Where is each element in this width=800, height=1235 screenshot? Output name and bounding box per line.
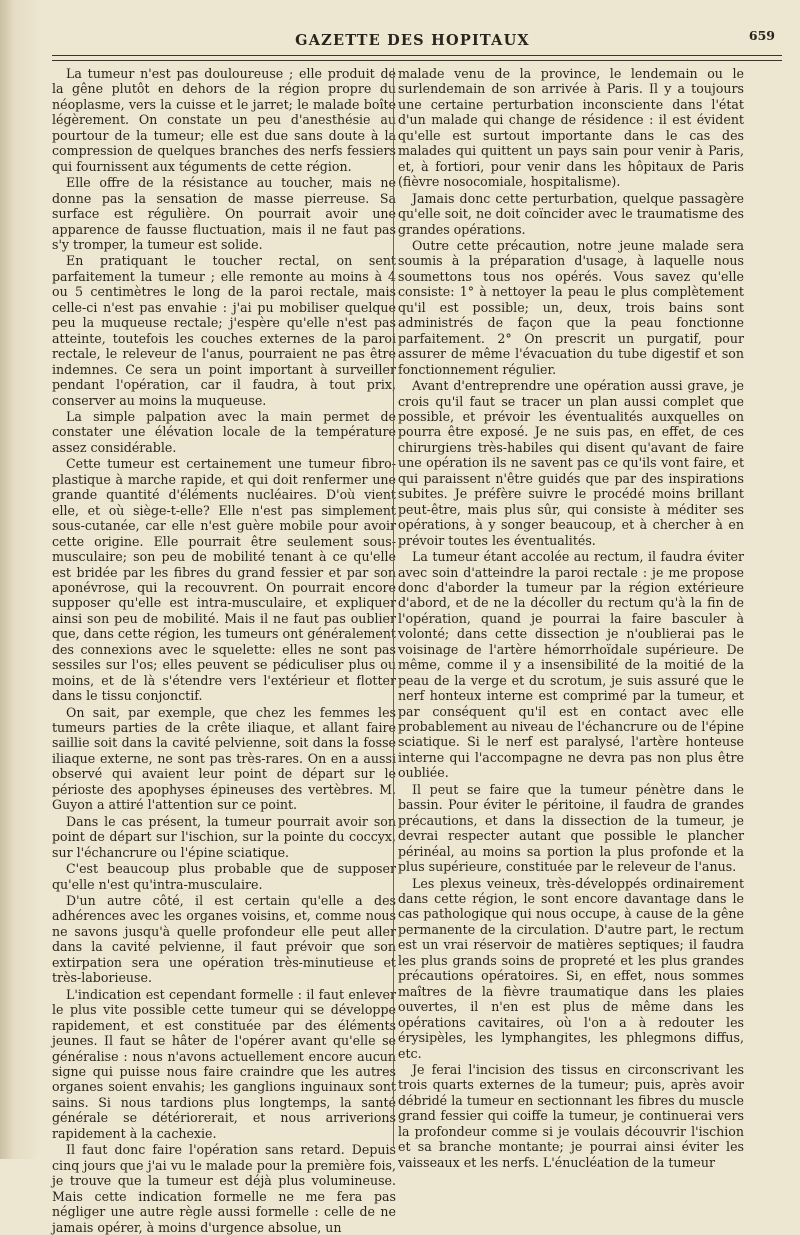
paragraph: La tumeur n'est pas douloureuse ; elle produit de la gêne plutôt en dehors de la région propre du néoplasme, vers la cuisse et le jarret; le malade boîte légèrement. On constate un peu d'anesthésie au pourtour de la tumeur; elle est due sans doute à la compression de quelques branches des nerfs fessiers qui fournissent aux téguments de cette région. bbox=[52, 66, 396, 174]
paragraph: L'indication est cependant formelle : il faut enlever le plus vite possible cette tumeur qui se développe rapidement, et est constituée par des éléments jeunes. Il faut se hâter de l'opérer avant qu'elle se généralise : nous n'avons actuellement encore aucun signe qui puisse nous faire craindre que les autres organes soient envahis; les ganglions inguinaux sont sains. Si nous tardions plus longtemps, la santé générale se détériorerait, et nous arriverions rapidement à la cachexie. bbox=[52, 986, 396, 1141]
left-column bbox=[52, 66, 396, 1235]
page-header bbox=[40, 28, 785, 58]
paragraph: Outre cette précaution, notre jeune malade sera soumis à la préparation d'usage, à laquelle nous soumettons tous nos opérés. Vous savez qu'elle consiste: 1° à nettoyer la peau le plus complètement qu'il est possible; un, deux, trois bains sont administrés de façon que la peau fonctionne parfaitement. 2° On prescrit un purgatif, pour assurer de même l'évacuation du tube digestif et son fonctionnement régulier. bbox=[398, 237, 744, 377]
paragraph: Avant d'entreprendre une opération aussi grave, je crois qu'il faut se tracer un plan aussi complet que possible, et prévoir les éventualités auxquelles on pourra être exposé. Je ne suis pas, en effet, de ces chirurgiens très-habiles qui disent qu'avant de faire une opération ils ne savent pas ce qu'ils vont faire, et qui paraissent n'être guidés que par des inspirations subites. Je préfère suivre le procédé moins brillant peut-être, mais plus sûr, qui consiste à méditer ses opérations, à y songer beaucoup, et à chercher à en prévoir toutes les éventualités. bbox=[398, 378, 744, 548]
paragraph: Je ferai l'incision des tissus en circonscrivant les trois quarts externes de la tumeur; puis, après avoir débridé la tumeur en sectionnant les fibres du muscle grand fessier qui coiffe la tumeur, je continuerai vers la profondeur comme si je voulais découvrir l'ischion et sa branche montante; je pourrai ainsi éviter les vaisseaux et les nerfs. L'énucléation de la tumeur bbox=[398, 1062, 744, 1170]
paragraph: malade venu de la province, le lendemain ou le surlendemain de son arrivée à Paris. Il y a toujours une certaine perturbation inconsciente dans l'état d'un malade qui change de résidence : il est évident qu'elle est surtout importante dans le cas des malades qui quittent un pays sain pour venir à Paris, et, à fortiori, pour venir dans les hôpitaux de Paris (fièvre nosocomiale, hospitalisme). bbox=[398, 66, 744, 190]
page-number: 659 bbox=[748, 28, 775, 43]
header-rule-top bbox=[52, 55, 782, 56]
paragraph: La simple palpation avec la main permet de constater une élévation locale de la température assez considérable. bbox=[52, 408, 396, 455]
paragraph: C'est beaucoup plus probable que de supposer qu'elle n'est qu'intra-musculaire. bbox=[52, 861, 396, 892]
paragraph: Dans le cas présent, la tumeur pourrait avoir son point de départ sur l'ischion, sur la pointe du coccyx, sur l'échancrure ou l'épine sciatique. bbox=[52, 813, 396, 860]
paragraph: Elle offre de la résistance au toucher, mais ne donne pas la sensation de masse pierreuse. Sa surface est régulière. On pourrait avoir une apparence de fausse fluctuation, mais il ne faut pas s'y tromper, la tumeur est solide. bbox=[52, 175, 396, 252]
paragraph: D'un autre côté, il est certain qu'elle a des adhérences avec les organes voisins, et, comme nous ne savons jusqu'à quelle profondeur elle peut aller dans la cavité pelvienne, il faut prévoir que son extirpation sera une opération très-minutieuse et très-laborieuse. bbox=[52, 893, 396, 986]
paragraph: En pratiquant le toucher rectal, on sent parfaitement la tumeur ; elle remonte au moins à 4 ou 5 centimètres le long de la paroi rectale, mais celle-ci n'est pas envahie : j'ai pu mobiliser quelque peu la muqueuse rectale; j'espère qu'elle n'est pas atteinte, toutefois les couches externes de la paroi rectale, le releveur de l'anus, pourraient ne pas être indemnes. Ce sera un point important à surveiller pendant l'opération, car il faudra, à tout prix, conserver au moins la muqueuse. bbox=[52, 253, 396, 408]
journal-title: GAZETTE DES HOPITAUX bbox=[295, 32, 530, 49]
paragraph: La tumeur étant accolée au rectum, il faudra éviter avec soin d'atteindre la paroi rectale : je me propose donc d'aborder la tumeur par la région extérieure d'abord, et de ne la décoller du rectum qu'à la fin de l'opération, quand je pourrai la faire basculer à volonté; dans cette dissection je n'oublierai pas le voisinage de l'artère hémorrhoïdale supérieure. De même, comme il y a insensibilité de la moitié de la peau de la verge et du scrotum, je suis assuré que le nerf honteux interne est comprimé par la tumeur, et par conséquent qu'il est en contact avec elle probablement au niveau de l'échancrure ou de l'épine sciatique. Si le nerf est paralysé, l'artère honteuse interne qui l'accompagne ne devra pas non plus être oubliée. bbox=[398, 549, 744, 781]
column-divider bbox=[393, 68, 394, 1148]
header-rule-bottom bbox=[52, 60, 782, 61]
right-column bbox=[398, 66, 744, 1170]
paragraph: Il peut se faire que la tumeur pénètre dans le bassin. Pour éviter le péritoine, il faudra de grandes précautions, et dans la dissection de la tumeur, je devrai respecter autant que possible le plancher périnéal, au moins sa portion la plus profonde et la plus supérieure, constituée par le releveur de l'anus. bbox=[398, 781, 744, 875]
paragraph: On sait, par exemple, que chez les femmes les tumeurs parties de la crête iliaque, et allant faire saillie soit dans la cavité pelvienne, soit dans la fosse iliaque externe, ne sont pas très-rares. On en a aussi observé qui avaient leur point de départ sur le périoste des apophyses épineuses des vertèbres. M. Guyon a attiré l'attention sur ce point. bbox=[52, 704, 396, 813]
paragraph: Cette tumeur est certainement une tumeur fibro-plastique à marche rapide, et qui doit renfermer une grande quantité d'éléments nucléaires. D'où vient elle, et où siège-t-elle? Elle n'est pas simplement sous-cutanée, car elle n'est guère mobile pour avoir cette origine. Elle pourrait être seulement sous-musculaire; son peu de mobilité tenant à ce qu'elle est bridée par les fibres du grand fessier et par son aponévrose, qui la recouvrent. On pourrait encore supposer qu'elle est intra-musculaire, et expliquer ainsi son peu de mobilité. Mais il ne faut pas oublier que, dans cette région, les tumeurs ont généralement des connexions avec le squelette: elles ne sont pas sessiles sur l'os; elles peuvent se pédiculiser plus ou moins, et de là s'étendre vers l'extérieur et flotter dans le tissu conjonctif. bbox=[52, 456, 396, 704]
paragraph: Il faut donc faire l'opération sans retard. Depuis cinq jours que j'ai vu le malade pour la première fois, je trouve que la tumeur est déjà plus volumineuse. Mais cette indication formelle ne me fera pas négliger une autre règle aussi formelle : celle de ne jamais opérer, à moins d'urgence absolue, un bbox=[52, 1142, 396, 1235]
paragraph: Jamais donc cette perturbation, quelque passagère qu'elle soit, ne doit coïncider avec le traumatisme des grandes opérations. bbox=[398, 190, 744, 237]
paragraph: Les plexus veineux, très-développés ordinairement dans cette région, le sont encore davantage dans le cas pathologique qui nous occupe, à cause de la gêne permanente de la circulation. D'autre part, le rectum est un vrai réservoir de matières septiques; il faudra les plus grands soins de propreté et les plus grandes précautions opératoires. Si, en effet, nous sommes maîtres de la fièvre traumatique dans les plaies ouvertes, il n'en est plus de même dans les opérations cavitaires, où l'on a à redouter les érysipèles, les lymphangites, les phlegmons diffus, etc. bbox=[398, 875, 744, 1061]
